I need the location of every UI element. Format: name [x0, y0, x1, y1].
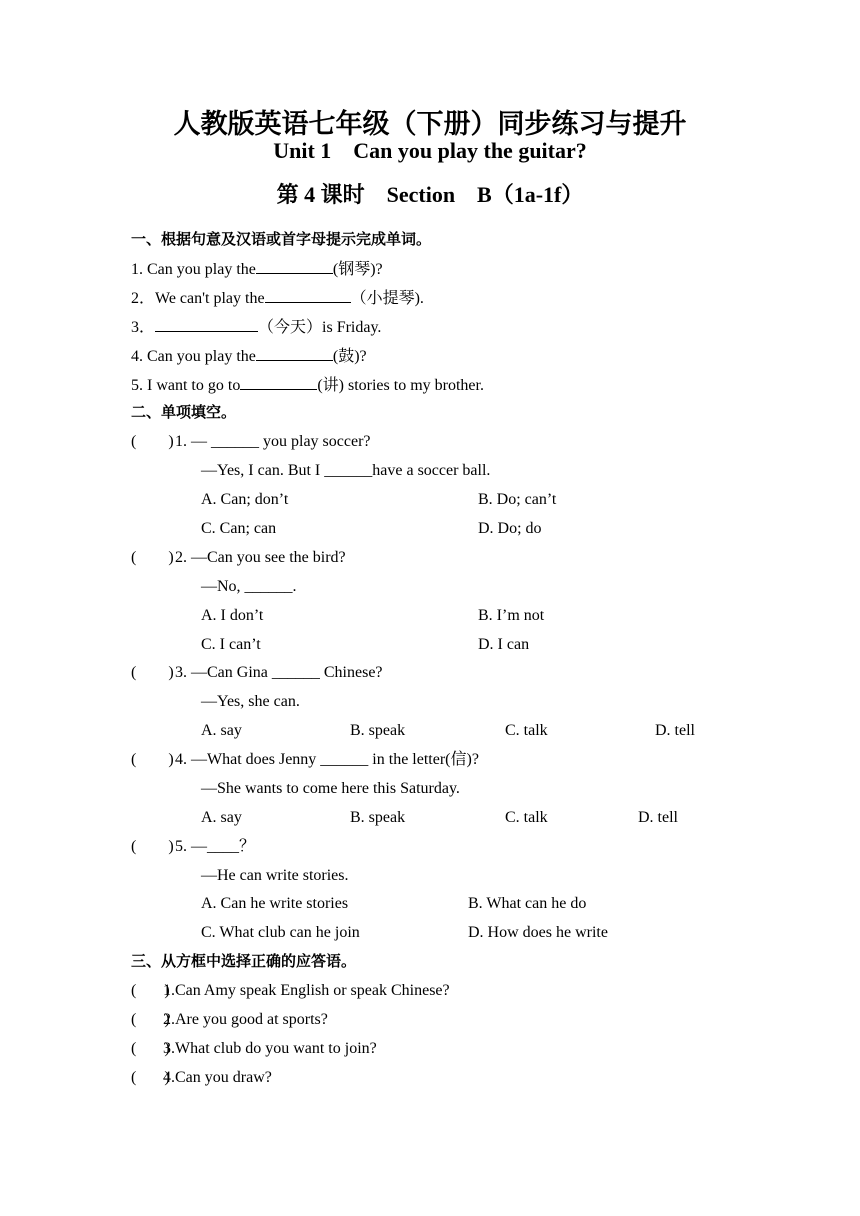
item-hint: （今天）is Friday. [258, 319, 382, 336]
question-stem: 3. —Can Gina ______ Chinese? [175, 664, 383, 681]
option-d[interactable]: D. Do; do [478, 520, 542, 537]
question-stem: 2. —Can you see the bird? [175, 549, 346, 566]
answer-bracket[interactable]: ( ) [131, 1040, 170, 1057]
option-a[interactable]: A. say [201, 809, 242, 826]
answer-bracket[interactable]: ( ) [131, 549, 174, 566]
item-hint: (钢琴)? [332, 261, 383, 278]
option-c[interactable]: C. talk [505, 722, 548, 739]
section3-question: 4.Can you draw? [163, 1069, 272, 1086]
question-response: —He can write stories. [201, 867, 349, 884]
option-b[interactable]: B. What can he do [468, 895, 587, 912]
answer-bracket[interactable]: ( ) [131, 982, 170, 999]
option-c[interactable]: C. What club can he join [201, 924, 360, 941]
section3-question: 2.Are you good at sports? [163, 1011, 328, 1028]
answer-bracket[interactable]: ( ) [131, 1011, 170, 1028]
answer-bracket[interactable]: ( ) [131, 664, 174, 681]
item-text: 3． [131, 319, 156, 336]
question-response: —Yes, she can. [201, 693, 300, 710]
unit-title: Unit 1 Can you play the guitar? [273, 138, 587, 163]
section1-item-2 [131, 287, 424, 309]
option-a[interactable]: A. Can; don’t [201, 491, 289, 508]
answer-bracket[interactable]: ( ) [131, 1069, 170, 1086]
item-text: 2．We can't play the [131, 290, 265, 307]
answer-bracket[interactable]: ( ) [131, 838, 174, 855]
answer-bracket[interactable]: ( ) [131, 433, 174, 450]
answer-blank[interactable] [240, 374, 317, 390]
section1-item-4 [131, 345, 367, 367]
option-d[interactable]: D. tell [638, 809, 678, 826]
option-c[interactable]: C. Can; can [201, 520, 277, 537]
item-hint: (讲) stories to my brother. [317, 377, 484, 394]
worksheet-title: 人教版英语七年级（下册）同步练习与提升 [173, 109, 687, 140]
question-stem: 5. —____？ [175, 838, 256, 855]
answer-blank[interactable] [256, 345, 333, 361]
option-a[interactable]: A. I don’t [201, 607, 264, 624]
option-b[interactable]: B. Do; can’t [478, 491, 557, 508]
option-c[interactable]: C. I can’t [201, 636, 261, 653]
option-b[interactable]: B. speak [350, 722, 406, 739]
option-c[interactable]: C. talk [505, 809, 548, 826]
section3-question: 1.Can Amy speak English or speak Chinese? [163, 982, 450, 999]
option-d[interactable]: D. How does he write [468, 924, 608, 941]
option-b[interactable]: B. speak [350, 809, 406, 826]
question-stem: 4. —What does Jenny ______ in the letter(信)? [175, 751, 479, 768]
option-d[interactable]: D. tell [655, 722, 695, 739]
question-response: —She wants to come here this Saturday. [201, 780, 460, 797]
item-text: 1. Can you play the [131, 261, 256, 278]
item-text: 5. I want to go to [131, 377, 241, 394]
section3-heading: 三、从方框中选择正确的应答语。 [131, 952, 357, 970]
question-response: —No, ______. [201, 578, 297, 595]
section1-heading: 一、根据句意及汉语或首字母提示完成单词。 [131, 230, 432, 248]
answer-blank[interactable] [265, 287, 351, 303]
answer-blank[interactable] [256, 258, 333, 274]
item-hint: (鼓)? [332, 348, 367, 365]
option-b[interactable]: B. I’m not [478, 607, 545, 624]
option-d[interactable]: D. I can [478, 636, 530, 653]
option-a[interactable]: A. Can he write stories [201, 895, 349, 912]
section2-heading: 二、单项填空。 [131, 403, 237, 421]
section1-item-5 [131, 374, 484, 396]
section1-item-1 [131, 258, 383, 280]
lesson-title: 第 4 课时 Section B（1a-1f） [276, 182, 584, 207]
section3-question: 3.What club do you want to join? [163, 1040, 377, 1057]
section1-item-3 [131, 316, 381, 338]
question-response: —Yes, I can. But I ______have a soccer ball. [201, 462, 491, 479]
item-text: 4. Can you play the [131, 348, 256, 365]
item-hint: （小提琴). [350, 290, 424, 307]
answer-blank[interactable] [155, 316, 258, 332]
answer-bracket[interactable]: ( ) [131, 751, 174, 768]
option-a[interactable]: A. say [201, 722, 242, 739]
question-stem: 1. — ______ you play soccer? [175, 433, 371, 450]
